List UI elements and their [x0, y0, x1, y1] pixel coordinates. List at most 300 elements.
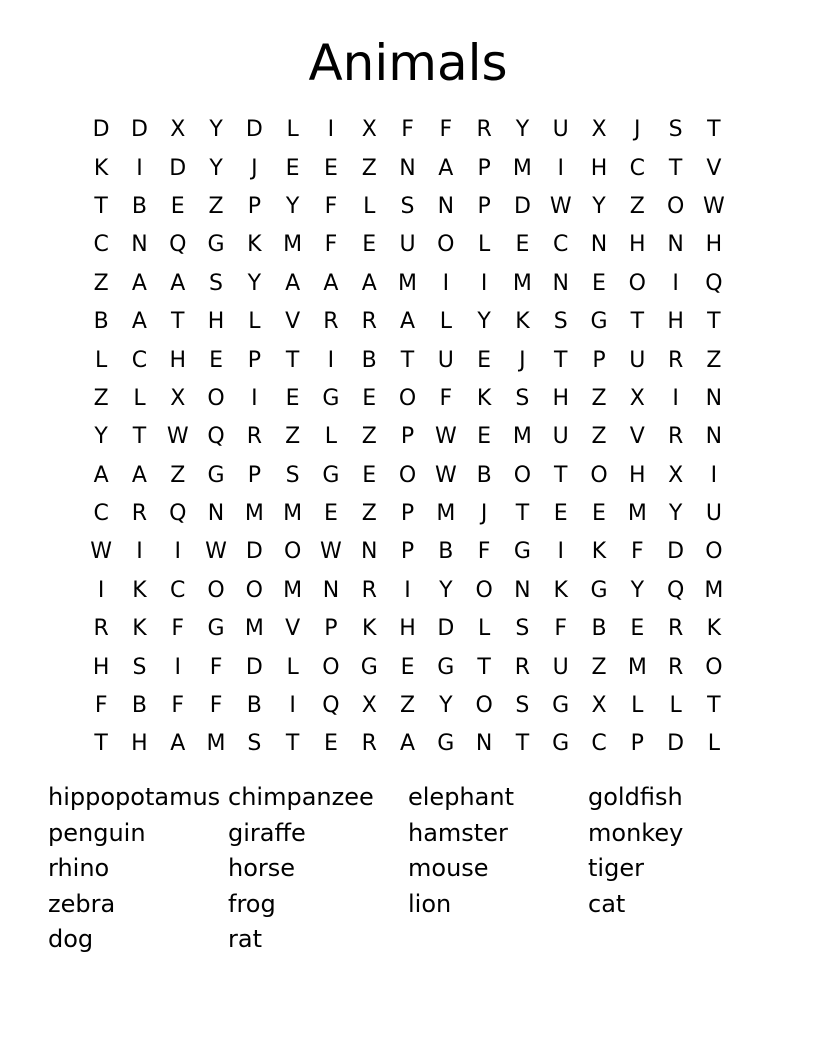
grid-row [82, 265, 734, 303]
grid-letter: I [136, 539, 143, 565]
grid-letter: F [477, 539, 491, 565]
grid-letter: L [133, 385, 146, 411]
grid-row [82, 111, 734, 149]
grid-letter: G [437, 731, 455, 757]
grid-row [82, 533, 734, 571]
grid-letter: H [169, 347, 187, 373]
grid-letter: W [434, 462, 457, 488]
grid-letter: K [476, 385, 492, 411]
grid-letter: R [667, 654, 684, 680]
grid-letter: O [513, 462, 532, 488]
grid-letter: U [629, 347, 646, 373]
grid-letter: R [667, 347, 684, 373]
grid-letter: F [324, 232, 338, 258]
grid-letter: O [207, 577, 225, 603]
grid-letter: I [97, 577, 105, 603]
grid-letter: N [705, 424, 723, 450]
grid-letter: N [437, 193, 455, 219]
grid-letter: P [477, 155, 491, 181]
grid-row [82, 610, 734, 648]
grid-row [82, 725, 734, 763]
grid-letter: I [557, 155, 564, 181]
grid-letter: C [131, 347, 148, 373]
grid-letter: H [629, 462, 646, 488]
grid-letter: D [437, 616, 455, 642]
grid-letter: M [436, 501, 456, 527]
grid-letter: D [245, 117, 263, 143]
grid-letter: M [244, 501, 264, 527]
grid-letter: U [705, 501, 722, 527]
grid-letter: L [286, 117, 299, 143]
grid-letter: A [131, 270, 147, 296]
grid-letter: Q [169, 501, 187, 527]
grid-letter: P [400, 539, 415, 565]
grid-letter: U [552, 424, 569, 450]
grid-letter: X [629, 385, 645, 411]
grid-letter: E [362, 462, 377, 488]
grid-letter: G [552, 693, 570, 719]
grid-letter: E [592, 501, 606, 527]
grid-letter: R [131, 501, 148, 527]
grid-letter: E [477, 347, 492, 373]
grid-letter: T [285, 731, 300, 757]
grid-letter: G [322, 462, 340, 488]
grid-letter: L [707, 731, 721, 757]
grid-letter: F [209, 693, 223, 719]
grid-letter: Y [209, 117, 223, 143]
grid-letter: X [591, 693, 607, 719]
grid-letter: P [324, 616, 338, 642]
grid-letter: A [323, 270, 339, 296]
grid-letter: B [93, 309, 109, 335]
grid-row [82, 341, 734, 379]
grid-letter: Q [169, 232, 187, 258]
grid-letter: E [592, 270, 606, 296]
grid-letter: O [245, 577, 263, 603]
grid-letter: W [549, 193, 572, 219]
grid-letter: X [361, 693, 377, 719]
grid-letter: G [322, 385, 340, 411]
grid-letter: O [475, 693, 493, 719]
grid-letter: G [513, 539, 531, 565]
grid-letter: L [477, 232, 491, 258]
grid-letter: D [513, 193, 531, 219]
grid-letter: P [400, 424, 415, 450]
grid-letter: U [399, 232, 416, 258]
grid-letter: Y [209, 155, 223, 181]
grid-letter: Y [247, 270, 262, 296]
grid-letter: B [591, 616, 607, 642]
grid-letter: R [514, 654, 531, 680]
grid-letter: B [361, 347, 377, 373]
word-list-item: chimpanzee [228, 783, 374, 811]
grid-letter: I [442, 270, 450, 296]
grid-row [82, 149, 734, 187]
grid-letter: E [285, 155, 300, 181]
grid-letter: N [131, 232, 148, 258]
grid-letter: I [710, 462, 718, 488]
grid-letter: V [706, 155, 722, 181]
grid-letter: F [324, 193, 338, 219]
grid-letter: F [171, 616, 185, 642]
grid-letter: H [207, 309, 225, 335]
grid-letter: A [170, 270, 186, 296]
grid-letter: T [553, 462, 568, 488]
grid-letter: N [207, 501, 225, 527]
grid-letter: W [703, 193, 725, 219]
grid-letter: N [590, 232, 608, 258]
grid-letter: W [90, 539, 113, 565]
grid-letter: L [95, 347, 108, 373]
grid-letter: M [704, 577, 724, 603]
grid-letter: X [170, 385, 186, 411]
word-list-item: hamster [408, 818, 508, 847]
word-list-item: elephant [408, 783, 514, 811]
grid-letter: O [705, 539, 723, 565]
grid-letter: Y [477, 309, 491, 335]
grid-letter: J [251, 155, 258, 181]
grid-letter: A [438, 155, 454, 181]
grid-letter: E [209, 347, 223, 373]
grid-letter: F [209, 654, 223, 680]
grid-letter: C [629, 155, 645, 181]
grid-letter: T [707, 117, 721, 143]
grid-letter: H [705, 232, 723, 258]
grid-letter: O [283, 539, 302, 565]
grid-letter: R [667, 424, 684, 450]
grid-letter: I [174, 539, 181, 565]
grid-letter: E [400, 654, 415, 680]
word-list-item: zebra [48, 889, 116, 918]
grid-letter: M [512, 270, 532, 296]
grid-letter: R [476, 117, 492, 143]
grid-letter: E [323, 501, 338, 527]
grid-letter: H [399, 616, 416, 642]
grid-letter: Y [630, 577, 645, 603]
grid-letter: R [667, 616, 684, 642]
grid-letter: X [361, 117, 377, 143]
grid-letter: B [246, 693, 262, 719]
grid-letter: A [399, 731, 416, 757]
grid-letter: C [553, 232, 569, 258]
grid-letter: A [361, 270, 377, 296]
grid-row [82, 495, 734, 533]
grid-letter: K [247, 232, 262, 258]
grid-letter: G [207, 462, 225, 488]
grid-letter: A [131, 309, 147, 335]
grid-letter: D [92, 117, 110, 143]
grid-letter: M [206, 731, 226, 757]
grid-letter: T [477, 654, 491, 680]
grid-letter: K [93, 155, 109, 181]
grid-letter: H [552, 385, 569, 411]
grid-letter: F [439, 117, 453, 143]
grid-letter: H [629, 232, 646, 258]
grid-letter: E [362, 232, 377, 258]
grid-letter: J [519, 347, 526, 373]
grid-letter: O [437, 232, 455, 258]
grid-letter: Z [361, 155, 377, 181]
grid-letter: Z [93, 385, 109, 411]
grid-letter: G [590, 309, 608, 335]
grid-letter: Y [439, 693, 453, 719]
grid-letter: I [480, 270, 488, 296]
grid-letter: U [552, 117, 569, 143]
word-list-item: frog [228, 889, 276, 918]
grid-letter: M [244, 616, 264, 642]
grid-letter: C [93, 232, 109, 258]
grid-letter: R [361, 731, 377, 757]
grid-letter: N [360, 539, 378, 565]
grid-letter: A [131, 462, 147, 488]
grid-letter: N [514, 577, 531, 603]
grid-letter: F [401, 117, 414, 143]
grid-letter: T [94, 193, 108, 219]
grid-letter: Z [361, 501, 377, 527]
grid-letter: A [285, 270, 301, 296]
grid-letter: M [398, 270, 418, 296]
grid-letter: I [404, 577, 411, 603]
grid-letter: Q [207, 424, 225, 450]
grid-letter: G [360, 654, 378, 680]
grid-letter: V [629, 424, 645, 450]
grid-letter: G [590, 577, 608, 603]
grid-letter: O [398, 462, 417, 488]
grid-letter: N [399, 155, 416, 181]
grid-letter: Z [208, 193, 224, 219]
grid-letter: T [707, 693, 721, 719]
grid-letter: P [592, 347, 606, 373]
grid-letter: B [131, 193, 147, 219]
grid-letter: B [438, 539, 454, 565]
grid-letter: B [131, 693, 147, 719]
grid-letter: S [285, 462, 300, 488]
word-list-item: giraffe [228, 818, 306, 847]
grid-row [82, 380, 734, 418]
grid-letter: X [668, 462, 684, 488]
grid-letter: L [439, 309, 452, 335]
grid-letter: V [285, 616, 301, 642]
grid-letter: Z [591, 424, 607, 450]
grid-letter: C [93, 501, 109, 527]
grid-letter: Z [591, 654, 607, 680]
grid-letter: P [247, 193, 261, 219]
grid-letter: S [515, 616, 530, 642]
grid-letter: Y [439, 577, 453, 603]
grid-letter: U [437, 347, 454, 373]
grid-letter: T [515, 501, 530, 527]
grid-letter: W [205, 539, 227, 565]
grid-letter: T [285, 347, 300, 373]
grid-letter: L [324, 424, 338, 450]
word-list-item: horse [228, 854, 296, 882]
grid-letter: E [285, 385, 300, 411]
grid-letter: K [132, 616, 147, 642]
grid-letter: I [327, 117, 335, 143]
grid-letter: D [667, 539, 685, 565]
grid-letter: K [591, 539, 607, 565]
grid-letter: S [668, 117, 683, 143]
grid-letter: I [672, 385, 679, 411]
grid-letter: Z [629, 193, 645, 219]
grid-letter: W [166, 424, 189, 450]
grid-letter: I [557, 539, 564, 565]
grid-letter: C [170, 577, 186, 603]
grid-letter: E [630, 616, 645, 642]
word-list-item: mouse [408, 854, 489, 882]
grid-letter: E [323, 731, 338, 757]
grid-row [82, 188, 734, 226]
grid-letter: C [591, 731, 607, 757]
grid-letter: D [245, 654, 263, 680]
grid-row [82, 457, 734, 495]
grid-letter: O [590, 462, 608, 488]
grid-letter: D [130, 117, 148, 143]
grid-letter: R [361, 577, 377, 603]
grid-letter: A [170, 731, 186, 757]
grid-letter: T [171, 309, 185, 335]
grid-letter: S [553, 309, 568, 335]
grid-letter: R [323, 309, 339, 335]
grid-letter: E [170, 193, 185, 219]
word-list-item: rat [228, 925, 262, 953]
grid-letter: M [512, 155, 532, 181]
grid-letter: T [553, 347, 568, 373]
grid-letter: X [591, 117, 607, 143]
word-list-item: lion [408, 889, 452, 918]
grid-letter: L [669, 693, 682, 719]
grid-letter: O [322, 654, 340, 680]
grid-letter: S [515, 693, 530, 719]
grid-letter: Q [705, 270, 723, 296]
grid-letter: P [477, 193, 491, 219]
word-list-item: cat [588, 889, 626, 918]
grid-letter: T [630, 309, 645, 335]
grid-letter: Z [285, 424, 301, 450]
word-list [48, 780, 768, 958]
grid-letter: A [399, 309, 416, 335]
grid-letter: I [327, 347, 335, 373]
word-list-item: tiger [588, 854, 644, 882]
grid-letter: H [92, 654, 110, 680]
grid-letter: K [515, 309, 530, 335]
grid-letter: F [171, 693, 185, 719]
grid-letter: M [512, 424, 532, 450]
grid-letter: L [631, 693, 644, 719]
grid-letter: E [362, 385, 377, 411]
grid-letter: Y [285, 193, 300, 219]
grid-letter: S [132, 654, 147, 680]
grid-letter: R [361, 309, 377, 335]
grid-letter: D [169, 155, 187, 181]
grid-letter: R [93, 616, 109, 642]
grid-letter: S [209, 270, 224, 296]
grid-letter: P [247, 347, 261, 373]
word-list-item: hippopotamus [48, 783, 221, 811]
grid-letter: F [554, 616, 568, 642]
grid-letter: P [247, 462, 261, 488]
grid-letter: T [132, 424, 147, 450]
grid-letter: I [174, 654, 181, 680]
grid-letter: M [627, 501, 647, 527]
word-list-item: dog [48, 925, 94, 953]
grid-row [82, 418, 734, 456]
grid-letter: D [245, 539, 263, 565]
word-list-item: monkey [588, 818, 684, 847]
grid-row [82, 572, 734, 610]
grid-letter: S [400, 193, 415, 219]
grid-letter: H [667, 309, 684, 335]
grid-letter: P [400, 501, 415, 527]
grid-letter: T [515, 731, 530, 757]
grid-letter: O [666, 193, 685, 219]
grid-letter: T [94, 731, 108, 757]
grid-letter: E [553, 501, 568, 527]
grid-letter: F [439, 385, 453, 411]
grid-letter: Z [361, 424, 377, 450]
grid-letter: Y [94, 424, 108, 450]
grid-letter: G [437, 654, 455, 680]
grid-letter: E [323, 155, 338, 181]
grid-letter: B [476, 462, 492, 488]
grid-letter: M [283, 501, 303, 527]
grid-row [82, 226, 734, 264]
grid-letter: I [672, 270, 679, 296]
grid-letter: N [475, 731, 493, 757]
grid-letter: Z [399, 693, 416, 719]
grid-letter: L [286, 654, 299, 680]
grid-letter: T [668, 155, 683, 181]
grid-letter: N [322, 577, 340, 603]
grid-letter: M [283, 577, 303, 603]
grid-letter: S [515, 385, 530, 411]
grid-letter: Z [93, 270, 109, 296]
word-list-item: goldfish [588, 783, 683, 811]
grid-letter: K [553, 577, 568, 603]
grid-letter: G [552, 731, 570, 757]
grid-letter: O [207, 385, 225, 411]
grid-letter: N [552, 270, 569, 296]
grid-letter: F [630, 539, 644, 565]
letter-grid [82, 111, 734, 764]
grid-row [82, 648, 734, 686]
grid-letter: Z [591, 385, 607, 411]
page-title: Animals [308, 34, 508, 92]
grid-letter: G [207, 232, 225, 258]
grid-letter: W [434, 424, 457, 450]
grid-letter: T [400, 347, 415, 373]
grid-letter: Y [592, 193, 606, 219]
grid-letter: I [289, 693, 296, 719]
grid-letter: Z [170, 462, 186, 488]
grid-letter: Z [706, 347, 722, 373]
grid-letter: N [705, 385, 723, 411]
grid-letter: I [136, 155, 143, 181]
grid-letter: S [247, 731, 262, 757]
grid-letter: X [170, 117, 186, 143]
grid-letter: I [251, 385, 258, 411]
word-list-item: penguin [48, 818, 146, 847]
grid-letter: G [207, 616, 225, 642]
grid-letter: W [320, 539, 342, 565]
grid-letter: D [667, 731, 685, 757]
grid-letter: L [477, 616, 491, 642]
grid-letter: O [705, 654, 723, 680]
grid-letter: Y [668, 501, 683, 527]
grid-letter: J [634, 117, 641, 143]
grid-letter: J [480, 501, 488, 527]
grid-letter: O [398, 385, 417, 411]
